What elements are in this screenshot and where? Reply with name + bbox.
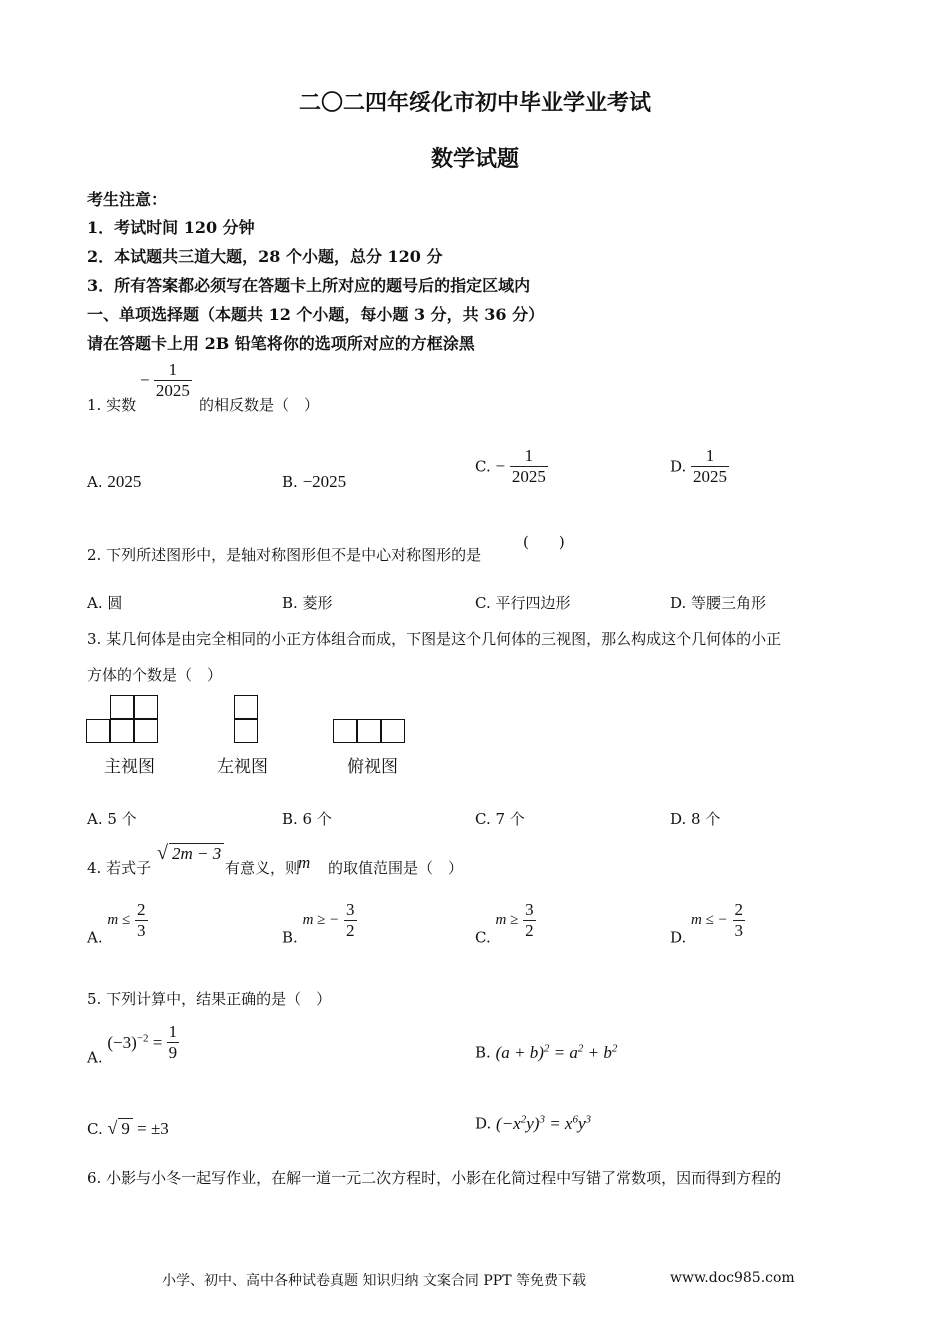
expr: = a — [549, 1042, 578, 1062]
fraction-numerator: 1 — [524, 446, 534, 465]
base: (−3) — [107, 1032, 137, 1052]
fraction-numerator: 1 — [705, 446, 715, 465]
exponent: 6 — [572, 1113, 578, 1125]
fraction-denominator: 2025 — [511, 467, 546, 486]
expr: (a + b) — [495, 1042, 544, 1062]
notice-heading: 考生注意： — [87, 190, 168, 209]
option-b[interactable]: B. 菱形 — [282, 594, 333, 612]
minus-sign: − — [495, 456, 506, 476]
option-c[interactable] — [87, 1118, 169, 1139]
option-label: B. — [475, 1043, 491, 1062]
page-title: 二〇二四年绥化市初中毕业学业考试 — [298, 90, 651, 116]
option-d[interactable] — [670, 900, 745, 947]
fraction-numerator: 3 — [346, 900, 355, 919]
option-d[interactable]: D. 等腰三角形 — [670, 594, 767, 612]
equals: = — [148, 1032, 167, 1052]
view-label: 俯视图 — [347, 757, 398, 777]
option-a[interactable] — [87, 900, 148, 947]
fraction-numerator: 3 — [525, 900, 534, 919]
question-2-text: 2. 下列所述图形中，是轴对称图形但不是中心对称图形的是 — [87, 546, 482, 564]
answer-paren: ( ) — [523, 533, 565, 551]
question-4-middle: 有意义，则 — [225, 859, 301, 877]
exponent: 2 — [520, 1113, 527, 1125]
option-label: C. — [475, 928, 491, 947]
footer-text: 小学、初中、高中各种试卷真题 知识归纳 文案合同 PPT 等免费下载 — [162, 1273, 586, 1289]
question-1-suffix: 的相反数是（ ） — [199, 396, 320, 414]
option-value: −2025 — [302, 472, 347, 491]
question-6-text: 6. 小影与小冬一起写作业，在解一道一元二次方程时，小影在化简过程中写错了常数项，因而得到方程的 — [87, 1169, 782, 1187]
exponent: 2 — [577, 1042, 584, 1054]
expr: = x — [544, 1113, 573, 1133]
option-lhs: m ≤ − — [691, 912, 728, 928]
fraction-numerator: 1 — [168, 360, 178, 379]
notice-item: 2．本试题共三道大题，28 个小题，总分 120 分 — [87, 247, 443, 266]
exponent: 3 — [539, 1113, 545, 1125]
option-expression — [496, 1114, 591, 1133]
question-5-text: 5. 下列计算中，结果正确的是（ ） — [87, 990, 332, 1008]
fraction-denominator: 2025 — [693, 467, 728, 486]
option-expression — [496, 1043, 618, 1062]
option-label: C. — [87, 1120, 103, 1138]
option-label: B. — [282, 928, 298, 947]
option-expression — [107, 1033, 166, 1052]
option-label: A. — [87, 473, 103, 491]
question-4-suffix: 的取值范围是（ ） — [328, 859, 464, 877]
question-1-fraction — [140, 360, 192, 401]
question-4-prefix: 4. 若式子 — [87, 859, 152, 877]
option-d[interactable] — [670, 446, 729, 487]
fraction-denominator: 2 — [346, 921, 355, 940]
fraction-numerator: 2 — [734, 900, 744, 919]
exponent: 3 — [585, 1113, 592, 1125]
option-label: A. — [87, 928, 103, 947]
option-lhs: m ≥ — [495, 912, 519, 928]
fraction-denominator: 2 — [525, 921, 534, 940]
question-3-line2: 方体的个数是（ ） — [87, 666, 223, 684]
option-a[interactable] — [87, 472, 141, 492]
expr: y — [577, 1113, 586, 1133]
option-b[interactable]: B. 6 个 — [282, 810, 332, 828]
option-a[interactable]: A. 圆 — [87, 594, 123, 612]
fraction-denominator: 3 — [734, 921, 744, 940]
option-label: D. — [670, 457, 687, 476]
exponent: −2 — [136, 1032, 149, 1045]
option-lhs: m ≥ − — [302, 912, 340, 928]
option-c[interactable] — [475, 900, 536, 947]
option-c[interactable] — [475, 446, 548, 487]
section-heading: 一、单项选择题（本题共 12 个小题，每小题 3 分，共 36 分） — [87, 305, 545, 324]
option-expression: √ 9 = ±3 — [107, 1118, 169, 1138]
expr: = ±3 — [132, 1119, 169, 1138]
variable-m: m — [298, 853, 311, 872]
section-instruction: 请在答题卡上用 2B 铅笔将你的选项所对应的方框涂黑 — [87, 334, 475, 353]
notice-item: 1．考试时间 120 分钟 — [87, 218, 255, 237]
radicand: 9 — [118, 1118, 133, 1139]
radicand: 2m − 3 — [169, 843, 224, 864]
fraction-numerator: 1 — [168, 1022, 178, 1041]
option-a[interactable] — [87, 1022, 179, 1067]
exponent: 2 — [611, 1042, 618, 1054]
footer-link[interactable]: www.doc985.com — [670, 1270, 795, 1286]
option-label: A. — [87, 1048, 103, 1067]
expr: + b — [583, 1042, 612, 1062]
option-b[interactable] — [282, 472, 346, 492]
option-d[interactable] — [475, 1113, 591, 1134]
option-lhs: m ≤ — [107, 912, 131, 928]
option-label: D. — [670, 928, 687, 947]
fraction-denominator: 3 — [137, 921, 146, 940]
option-d[interactable]: D. 8 个 — [670, 810, 721, 828]
question-1-prefix: 1. 实数 — [87, 396, 137, 414]
fraction-numerator: 2 — [137, 900, 146, 919]
expr: y) — [526, 1113, 540, 1133]
option-c[interactable]: C. 7 个 — [475, 810, 525, 828]
option-label: B. — [282, 473, 298, 491]
option-a[interactable]: A. 5 个 — [87, 810, 137, 828]
option-b[interactable] — [475, 1042, 617, 1063]
option-c[interactable]: C. 平行四边形 — [475, 594, 571, 612]
question-3-line1: 3. 某几何体是由完全相同的小正方体组合而成，下图是这个几何体的三视图，那么构成这个几何体的小正 — [87, 630, 782, 648]
fraction-denominator: 2025 — [155, 381, 190, 400]
notice-item: 3．所有答案都必须写在答题卡上所对应的题号后的指定区域内 — [87, 276, 531, 295]
option-value: 2025 — [107, 472, 142, 491]
view-label: 主视图 — [104, 757, 155, 777]
exponent: 2 — [543, 1042, 550, 1054]
option-label: D. — [475, 1114, 492, 1133]
option-label: C. — [475, 457, 491, 476]
option-b[interactable] — [282, 900, 357, 947]
sqrt-expression: √ 2m − 3 — [157, 842, 224, 865]
expr: (−x — [496, 1113, 521, 1133]
fraction-denominator: 9 — [168, 1043, 178, 1062]
view-label: 左视图 — [217, 757, 268, 777]
minus-sign: − — [140, 370, 150, 390]
page-subtitle: 数学试题 — [430, 146, 519, 172]
